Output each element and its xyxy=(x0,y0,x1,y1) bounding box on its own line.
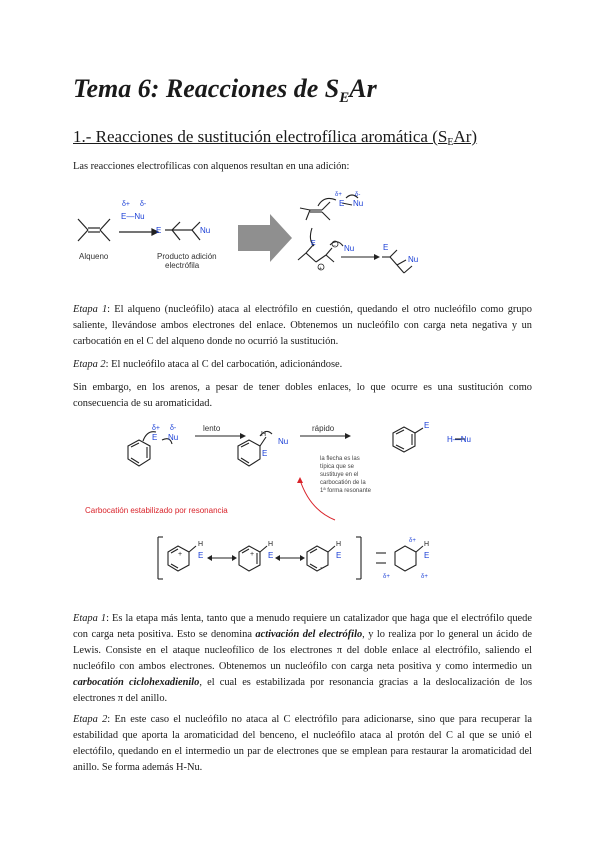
svg-text:−: − xyxy=(333,243,336,249)
section-heading: 1.- Reacciones de sustitución electrofílica aromática $(S_EAr)$ xyxy=(73,127,478,148)
svg-text:δ+: δ+ xyxy=(421,574,428,580)
svg-text:típica que se: típica que se xyxy=(320,464,355,470)
svg-text:Nu: Nu xyxy=(168,433,179,442)
aromatic-step-2: Etapa 2: En este caso el nucleófilo no ataca al C electrófilo para adicionarse, sino que para recuperar la estabilidad que aporta la aromaticidad del benceno, el nucleófilo ataca al protón del C al que se unió el electófilo, quedando en el intermedio un par de electrones que se emplean para restaurar la aromaticidad del anillo. Se forma además H-Nu. xyxy=(73,714,532,773)
alkene-step-1: Etapa 1: El alqueno (nucleófilo) ataca al electrófilo en cuestión, quedando el otro nucleófilo como grupo saliente, llevándose ambos electrones del enlace. Obtenemos un nucleófilo con carga neta negativa y un carbocatión en el C del alqueno donde no ocurrió la sustitución. xyxy=(73,304,532,347)
svg-text:H: H xyxy=(336,541,342,548)
svg-text:−: − xyxy=(320,565,325,572)
svg-text:δ+: δ+ xyxy=(152,425,160,432)
svg-text:H: H xyxy=(198,541,204,548)
svg-text:+: + xyxy=(319,266,322,272)
svg-text:H: H xyxy=(424,541,430,548)
svg-text:E: E xyxy=(339,199,345,208)
product-label-1: Producto adición xyxy=(157,252,217,261)
delta-minus: δ- xyxy=(140,201,147,208)
red-arrow xyxy=(300,480,335,520)
svg-text:δ+: δ+ xyxy=(383,574,390,580)
svg-text:δ-: δ- xyxy=(355,192,361,198)
svg-text:sustituye en el: sustituye en el xyxy=(320,472,359,478)
svg-text:δ+: δ+ xyxy=(409,538,416,544)
svg-text:la flecha es las: la flecha es las xyxy=(320,456,360,462)
product-label-2: electrófila xyxy=(165,261,200,270)
carbocation-note: Carbocatión estabilizado por resonancia xyxy=(85,506,228,515)
cyclohexadienyl-ring xyxy=(238,440,260,466)
svg-text:H—Nu: H—Nu xyxy=(447,435,472,444)
alkene-label: Alqueno xyxy=(79,252,109,261)
product-nu: Nu xyxy=(200,226,211,235)
svg-text:δ-: δ- xyxy=(170,425,177,432)
page-title: Tema 6: Reacciones de $S_EAr$ xyxy=(73,74,377,106)
intro-paragraph: Las reacciones electrofílicas con alquenos resultan en una adición: xyxy=(73,161,350,172)
alkene-step-2: Etapa 2: El nucleófilo ataca al C del carbocatión, adicionándose. xyxy=(73,359,343,370)
svg-text:δ+: δ+ xyxy=(335,192,342,198)
svg-text:1ª forma resonante: 1ª forma resonante xyxy=(320,488,371,494)
svg-text:E: E xyxy=(268,551,274,560)
svg-text:Nu: Nu xyxy=(353,199,364,208)
svg-text:+: + xyxy=(250,551,255,558)
svg-text:E: E xyxy=(336,551,342,560)
aromatic-intro: Sin embargo, en los arenos, a pesar de tener dobles enlaces, lo que ocurre es una sustitución como consecuencia de su aromaticidad. xyxy=(73,382,532,409)
svg-text:Nu: Nu xyxy=(408,255,419,264)
svg-text:E: E xyxy=(424,551,430,560)
svg-text:+: + xyxy=(178,551,183,558)
resonance-note xyxy=(320,456,372,494)
svg-text:E: E xyxy=(198,551,204,560)
svg-text:Nu: Nu xyxy=(278,437,289,446)
svg-text:E: E xyxy=(311,240,316,247)
delta-plus: δ+ xyxy=(122,201,130,208)
svg-text:Nu: Nu xyxy=(344,244,355,253)
svg-text:E: E xyxy=(424,421,430,430)
svg-text:E: E xyxy=(152,433,158,442)
fast-label: rápido xyxy=(312,424,335,433)
aromatic-step-1: Etapa 1: Es la etapa más lenta, tanto que a menudo requiere un catalizador que haga que el electrófilo quede con carga neta positiva. Esto se denomina activación del electrófilo, y lo realiza por lo general un ácido de Lewis. Consiste en el ataque nucleofílico de los electrones π del doble enlace al electrófilo, saliendo el nucleófilo con ambos electrones. Obtenemos un nucleófilo con carga neta positiva y como intermedio un carbocatión ciclohexadienilo, el cual es estabilizada por resonancia gracias a la deslocalización de los electrones π del anillo. xyxy=(73,613,533,704)
svg-text:carbocatión de la: carbocatión de la xyxy=(320,480,366,486)
product-e: E xyxy=(156,226,162,235)
svg-text:E: E xyxy=(383,243,389,252)
slow-label: lento xyxy=(203,424,221,433)
svg-text:H: H xyxy=(268,541,274,548)
svg-text:E: E xyxy=(262,449,268,458)
svg-text:H: H xyxy=(261,431,267,438)
reagent-e-nu: E—Nu xyxy=(121,212,145,221)
